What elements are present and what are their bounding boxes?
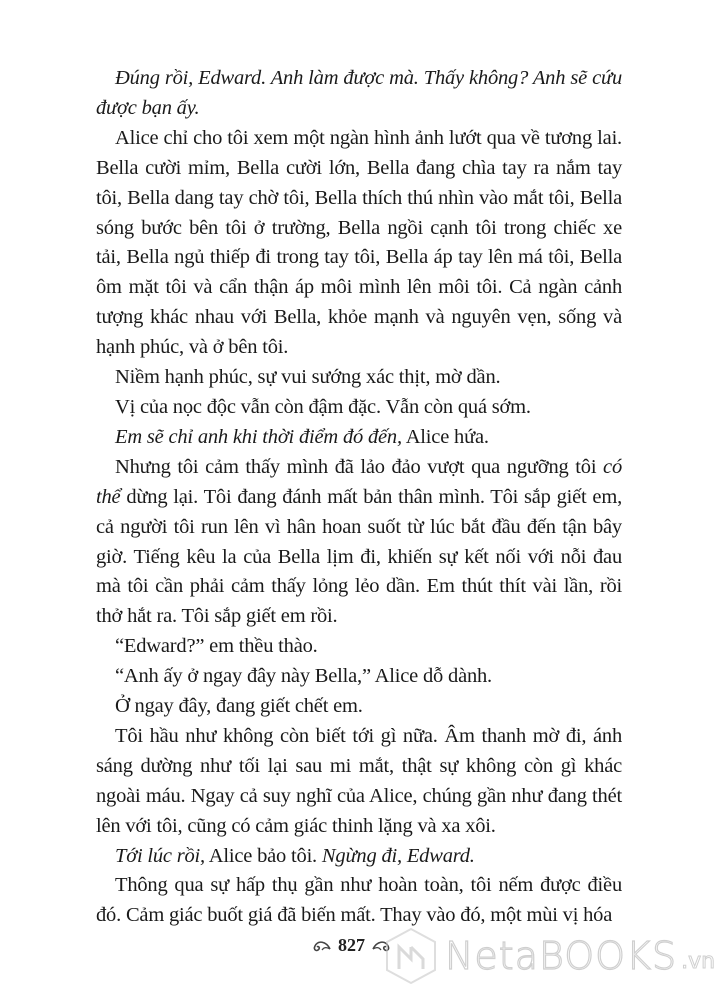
italic-text-segment: Đúng rồi, Edward. Anh làm được mà. Thấy không? Anh sẽ cứu được bạn ấy. xyxy=(96,67,622,119)
paragraph xyxy=(96,692,622,722)
text-segment: Alice bảo tôi. xyxy=(204,844,322,867)
text-segment: Ở ngay đây, đang giết chết em. xyxy=(115,695,363,718)
text-segment: “Edward?” em thều thào. xyxy=(115,635,318,658)
text-segment: Niềm hạnh phúc, sự vui sướng xác thịt, mờ dần. xyxy=(115,366,501,389)
paragraph xyxy=(96,363,622,393)
watermark-suffix: .vn xyxy=(681,948,715,974)
page-number-block xyxy=(310,935,393,956)
paragraph xyxy=(96,871,622,931)
italic-text-segment: có thể xyxy=(96,455,622,508)
paragraph xyxy=(96,632,622,662)
italic-text-segment: Ngừng đi, Edward. xyxy=(321,844,475,867)
text-segment: Alice hứa. xyxy=(401,425,489,448)
paragraph xyxy=(96,393,622,423)
text-segment: Nhưng tôi cảm thấy mình đã lảo đảo vượt qua ngưỡng tôi xyxy=(115,455,604,478)
text-segment: Thông qua sự hấp thụ gần như hoàn toàn, tôi nếm được điều đó. Cảm giác buốt giá đã biến mất. Thay vào đó, một mùi vị hóa xyxy=(96,874,622,927)
page-number: 827 xyxy=(338,935,365,955)
italic-text-segment: Tới lúc rồi, xyxy=(115,844,205,867)
paragraph xyxy=(96,842,622,872)
text-segment: Alice chỉ cho tôi xem một ngàn hình ảnh lướt qua về tương lai. Bella cười mỉm, Bella cười lớn, Bella đang chìa tay ra nắm tay tôi, Bella dang tay chờ tôi, Bella thích thú nhìn vào mắt tôi, Bella sóng bước bên tôi ở trường, Bella ngồi cạnh tôi trong chiếc xe tải, Bella ngủ thiếp đi trong tay tôi, Bella áp tay lên má tôi, Bella ôm mặt tôi và cẩn thận áp môi mình lên môi tôi. Cả ngàn cảnh tượng khác nhau với Bella, khỏe mạnh và nguyên vẹn, sống và hạnh phúc, và ở bên tôi. xyxy=(96,126,622,359)
paragraph xyxy=(96,64,622,124)
watermark-brand: NetaBOOKS xyxy=(445,934,678,978)
text-segment: Tôi hầu như không còn biết tới gì nữa. Âm thanh mờ đi, ánh sáng dường như tối lại sau mi mắt, thật sự không còn gì khác ngoài máu. Ngay cả suy nghĩ của Alice, chúng gần như đang thét lên với tôi, cũng có cảm giác thinh lặng và xa xôi. xyxy=(96,724,622,837)
page-footer xyxy=(0,934,715,978)
paragraph xyxy=(96,124,622,363)
text-segment: “Anh ấy ở ngay đây này Bella,” Alice dỗ dành. xyxy=(115,665,492,688)
paragraph xyxy=(96,453,622,632)
italic-text-segment: Em sẽ chỉ anh khi thời điểm đó đến, xyxy=(115,425,402,448)
netabooks-watermark xyxy=(385,927,715,985)
paragraph xyxy=(96,722,622,842)
text-segment: dừng lại. Tôi đang đánh mất bản thân mình. Tôi sắp giết em, cả người tôi run lên vì hân hoan suốt từ lúc bắt đầu đến tận bây giờ. Tiếng kêu la của Bella lịm đi, khiến sự kết nối với nỗi đau mà tôi cần phải cảm thấy lỏng lẻo dần. Em thút thít vài lần, rồi thở hắt ra. Tôi sắp giết em rồi. xyxy=(96,485,622,628)
swirl-ornament-left-icon xyxy=(310,938,332,954)
book-page-body xyxy=(96,64,622,931)
text-segment: Vị của nọc độc vẫn còn đậm đặc. Vẫn còn quá sớm. xyxy=(115,395,531,418)
paragraph xyxy=(96,423,622,453)
hexagon-n-logo-icon xyxy=(385,927,437,985)
paragraph xyxy=(96,662,622,692)
